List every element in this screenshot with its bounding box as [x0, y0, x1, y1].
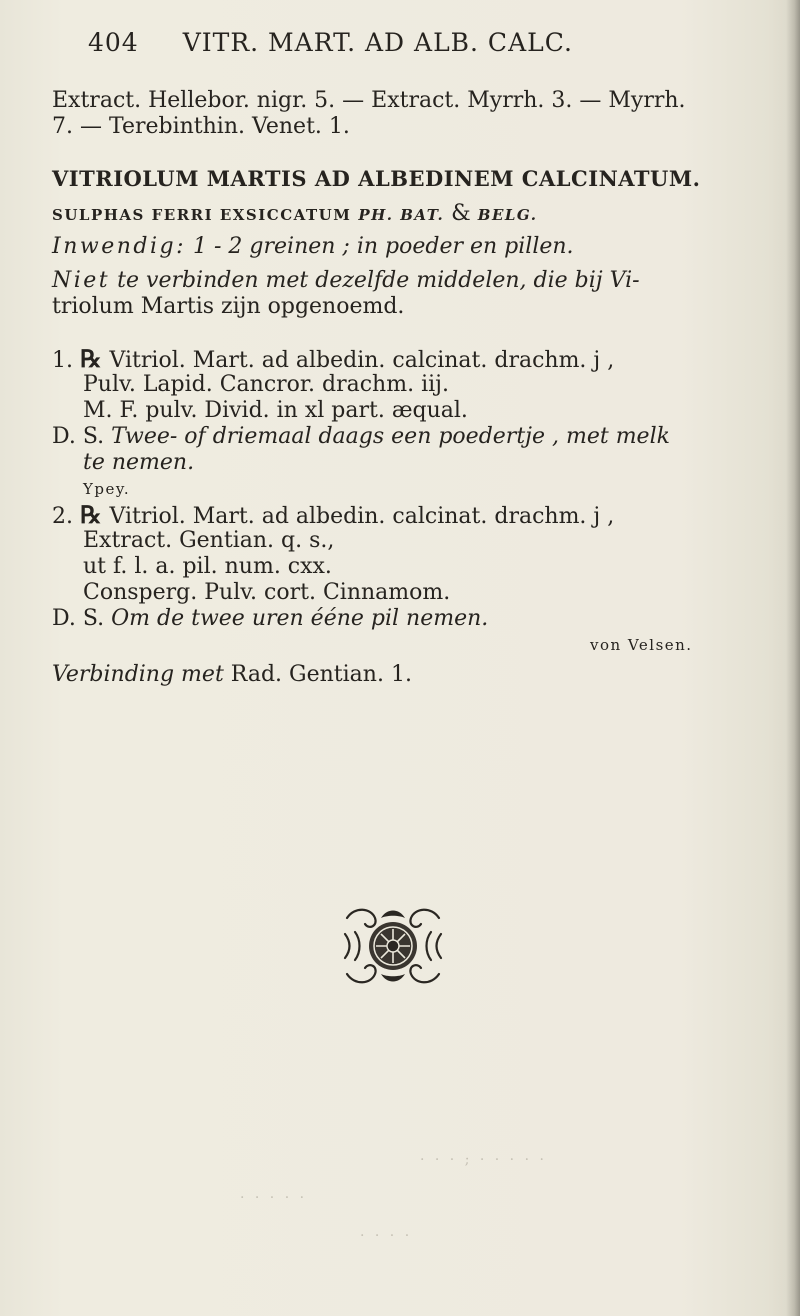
recipe-1-number: 1.	[52, 348, 73, 373]
usage-text: 1 - 2 greinen ; in poeder en pillen.	[193, 234, 574, 259]
running-header	[88, 30, 573, 56]
recipe-1-ingredient-2: Pulv. Lapid. Cancror. drachm. iij.	[83, 372, 449, 397]
show-through-mark: · · · ·	[360, 1228, 413, 1244]
avoid-line	[52, 268, 640, 294]
recipe-1-direction-line	[52, 424, 670, 450]
recipe-2-instruction: ut f. l. a. pil. num. cxx.	[83, 554, 332, 579]
running-title: VITR. MART. AD ALB. CALC.	[182, 28, 573, 57]
previous-entry-line-1: Extract. Hellebor. nigr. 5. — Extract. Myrrh. 3. — Myrrh.	[52, 88, 686, 113]
page-edge-shadow	[786, 0, 800, 1316]
page-number: 404	[88, 28, 139, 57]
avoid-line-2: triolum Martis zijn opgenoemd.	[52, 294, 405, 319]
recipe-2-direction-line	[52, 606, 488, 632]
recipe-1-direction-2: te nemen.	[83, 450, 195, 475]
synonym-main: SULPHAS FERRI EXSICCATUM	[52, 206, 352, 224]
recipe-2-line-1	[52, 502, 614, 530]
rx-symbol-icon: ℞	[80, 344, 102, 373]
recipe-1-instruction: M. F. pulv. Divid. in xl part. æqual.	[83, 398, 468, 423]
combination-text: Rad. Gentian. 1.	[230, 662, 412, 687]
recipe-2-author: von Velsen.	[590, 636, 693, 654]
section-title: VITRIOLUM MARTIS AD ALBEDINEM CALCINATUM.	[52, 166, 701, 191]
recipe-2-direction-label: D. S.	[52, 606, 105, 631]
recipe-2-ingredient-2: Extract. Gentian. q. s.,	[83, 528, 335, 553]
synonym-line	[52, 201, 537, 228]
avoid-text: te verbinden met dezelfde middelen, die bij Vi-	[117, 268, 640, 293]
synonym-belg: BELG.	[477, 206, 538, 224]
show-through-mark: · · · · ·	[240, 1190, 308, 1206]
combination-label: Verbinding met	[52, 662, 224, 687]
recipe-2-direction: Om de twee uren ééne pil nemen.	[111, 606, 489, 631]
rx-symbol-icon: ℞	[80, 500, 102, 529]
show-through-mark: · · · ; · · · · ·	[420, 1152, 547, 1168]
previous-entry-line-2: 7. — Terebinthin. Venet. 1.	[52, 114, 350, 139]
synonym-ph-bat: PH. BAT.	[358, 206, 445, 224]
printers-ornament-icon	[341, 904, 445, 988]
recipe-2-instruction-2: Consperg. Pulv. cort. Cinnamom.	[83, 580, 451, 605]
usage-label: Inwendig:	[52, 234, 186, 259]
recipe-1-ingredient-1: Vitriol. Mart. ad albedin. calcinat. drachm. j ,	[109, 348, 615, 373]
recipe-1-author: Ypey.	[83, 480, 131, 498]
recipe-2-ingredient-1: Vitriol. Mart. ad albedin. calcinat. drachm. j ,	[109, 504, 615, 529]
recipe-1-direction-label: D. S.	[52, 424, 105, 449]
recipe-1-line-1	[52, 346, 614, 374]
synonym-and: &	[451, 201, 471, 226]
avoid-label: Niet	[52, 268, 111, 293]
combination-line	[52, 662, 412, 688]
usage-line	[52, 234, 574, 260]
recipe-1-direction: Twee- of driemaal daags een poedertje , met melk	[111, 424, 670, 449]
recipe-2-number: 2.	[52, 504, 73, 529]
